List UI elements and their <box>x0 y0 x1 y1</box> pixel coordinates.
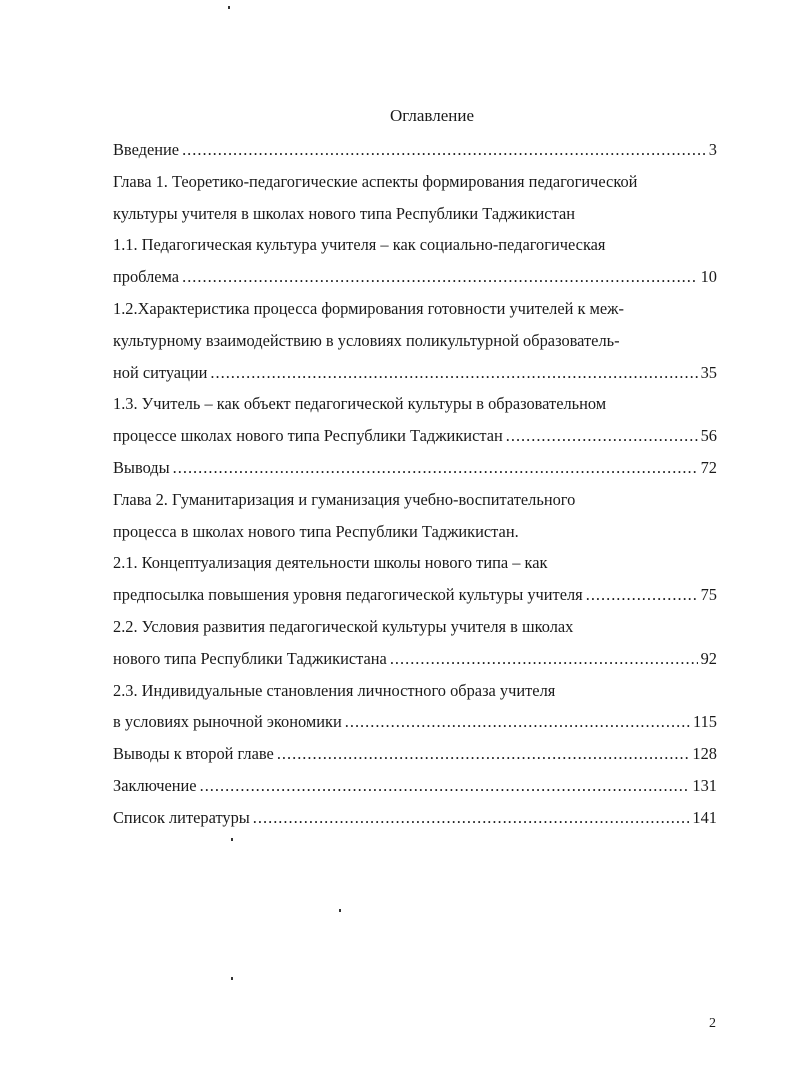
toc-entry-text: Выводы к второй главе <box>113 744 274 764</box>
toc-dot-leader <box>253 802 690 834</box>
toc-entry-text: 1.3. Учитель – как объект педагогической культуры в образовательном <box>113 394 607 414</box>
toc-entry-text: 1.2.Характеристика процесса формирования готовности учителей к меж- <box>113 298 624 318</box>
toc-entry-page: 35 <box>700 362 717 382</box>
toc-entry <box>113 643 717 675</box>
toc-entry-page: 75 <box>700 585 717 605</box>
toc-dot-leader <box>200 770 690 802</box>
toc-entry <box>113 134 717 166</box>
toc-entry-text: нового типа Республики Таджикистана <box>113 648 387 668</box>
toc-entry-page: 131 <box>692 775 717 795</box>
scan-speck <box>228 6 230 9</box>
toc-entry-text: проблема <box>113 267 180 287</box>
toc-title: Оглавление <box>390 106 474 125</box>
toc-entry-text: Список литературы <box>113 807 250 827</box>
toc-entry-text: Выводы <box>113 457 170 477</box>
toc-entry-text: предпосылка повышения уровня педагогической культуры учителя <box>113 585 583 605</box>
toc-entry-text: Заключение <box>113 775 197 795</box>
toc-entry-text: процесса в школах нового типа Республики Таджикистан. <box>113 521 519 541</box>
toc-entry <box>113 198 717 230</box>
toc-entry-page: 56 <box>700 426 717 446</box>
toc-entry <box>113 675 717 707</box>
toc-dot-leader <box>345 706 690 738</box>
toc-entry <box>113 738 717 770</box>
toc-entry-page: 141 <box>692 807 717 827</box>
toc-entry <box>113 166 717 198</box>
toc-entry-text: 2.3. Индивидуальные становления личностного образа учителя <box>113 680 556 700</box>
table-of-contents <box>113 134 717 834</box>
toc-entry-text: культурному взаимодействию в условиях поликультурной образователь- <box>113 330 620 350</box>
toc-dot-leader <box>173 452 698 484</box>
toc-entry-text: культуры учителя в школах нового типа Республики Таджикистан <box>113 203 575 223</box>
toc-entry-text: Глава 1. Теоретико-педагогические аспекты формирования педагогической <box>113 171 638 191</box>
toc-entry-text: 2.2. Условия развития педагогической культуры учителя в школах <box>113 616 574 636</box>
toc-entry-text: Глава 2. Гуманитаризация и гуманизация учебно-воспитательного <box>113 489 576 509</box>
toc-entry-page: 128 <box>692 744 717 764</box>
toc-dot-leader <box>506 420 698 452</box>
toc-dot-leader <box>277 738 690 770</box>
toc-entry-page: 115 <box>693 712 717 732</box>
toc-entry <box>113 547 717 579</box>
toc-dot-leader <box>210 357 697 389</box>
toc-entry <box>113 452 717 484</box>
toc-entry-text: 2.1. Концептуализация деятельности школы нового типа – как <box>113 553 548 573</box>
scan-speck <box>231 838 233 841</box>
toc-entry-text: 1.1. Педагогическая культура учителя – как социально-педагогическая <box>113 235 606 255</box>
toc-dot-leader <box>390 643 698 675</box>
toc-entry <box>113 579 717 611</box>
toc-dot-leader <box>182 261 698 293</box>
toc-entry-page: 92 <box>700 648 717 668</box>
toc-entry-text: в условиях рыночной экономики <box>113 712 342 732</box>
toc-entry <box>113 484 717 516</box>
toc-entry-text: процессе школах нового типа Республики Таджикистан <box>113 426 503 446</box>
scan-speck <box>231 977 233 980</box>
toc-entry <box>113 357 717 389</box>
toc-entry <box>113 420 717 452</box>
toc-dot-leader <box>182 134 706 166</box>
toc-entry <box>113 325 717 357</box>
toc-entry <box>113 611 717 643</box>
scan-speck <box>339 909 341 912</box>
toc-entry <box>113 706 717 738</box>
toc-entry <box>113 229 717 261</box>
toc-entry <box>113 388 717 420</box>
toc-entry-page: 10 <box>700 267 717 287</box>
toc-entry <box>113 802 717 834</box>
toc-entry-text: Введение <box>113 140 180 159</box>
toc-entry-page: 3 <box>708 140 717 159</box>
toc-entry <box>113 293 717 325</box>
toc-entry <box>113 261 717 293</box>
page-number: 2 <box>709 1016 716 1031</box>
toc-entry <box>113 516 717 548</box>
toc-dot-leader <box>586 579 698 611</box>
toc-entry-text: ной ситуации <box>113 362 208 382</box>
toc-entry-page: 72 <box>700 457 717 477</box>
toc-entry <box>113 770 717 802</box>
